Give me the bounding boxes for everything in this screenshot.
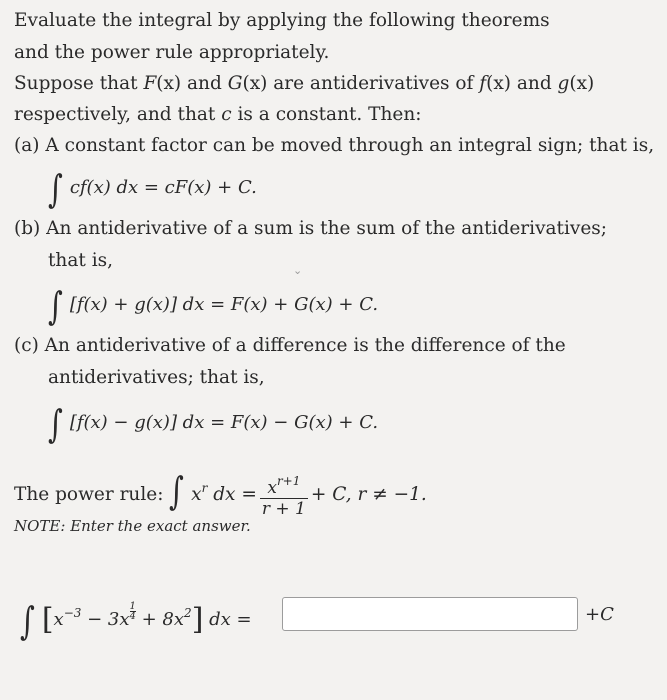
- exponent-fraction: $\frac{1}{4}$: [129, 601, 136, 622]
- intro-line-1: Evaluate the integral by applying the following theorems: [14, 10, 550, 31]
- cursor-caret-icon: ⌄: [293, 264, 303, 277]
- theorem-a-formula: ∫ cf(x) dx = cF(x) + C.: [48, 167, 257, 211]
- integral-sign-icon: ∫: [20, 599, 35, 643]
- note-text: NOTE: Enter the exact answer.: [14, 517, 251, 535]
- intro-line-4: respectively, and that c is a constant. Then:: [14, 104, 422, 125]
- integral-sign-icon: ∫: [48, 167, 63, 211]
- intro-line-3: Suppose that F(x) and G(x) are antiderivatives of f(x) and g(x): [14, 73, 595, 94]
- theorem-b-text-1: (b) An antiderivative of a sum is the sum of the antiderivatives;: [14, 218, 608, 239]
- integral-sign-icon: ∫: [169, 469, 185, 513]
- intro-line-2: and the power rule appropriately.: [14, 42, 330, 63]
- integral-sign-icon: ∫: [48, 284, 63, 328]
- power-rule-fraction: $\frac{x^{r+1}}{r + 1}$: [261, 474, 306, 519]
- theorem-c-formula: ∫ [f(x) − g(x)] dx = F(x) − G(x) + C.: [48, 402, 379, 446]
- theorem-b-text-2: that is,: [48, 250, 113, 271]
- right-bracket-icon: ]: [191, 602, 204, 637]
- theorem-c-text-2: antiderivatives; that is,: [48, 367, 265, 388]
- plus-c-label: +C: [585, 604, 614, 625]
- answer-input[interactable]: [282, 597, 578, 631]
- theorem-a-text: (a) A constant factor can be moved through an integral sign; that is,: [14, 135, 655, 156]
- theorem-b-formula: ∫ [f(x) + g(x)] dx = F(x) + G(x) + C.: [48, 284, 379, 328]
- power-rule: The power rule: ∫ $x^r$ dx = $\frac{x^{r+1}}{r + 1}$ + C, r ≠ −1.: [14, 469, 427, 519]
- left-bracket-icon: [: [41, 602, 54, 637]
- integral-sign-icon: ∫: [48, 402, 63, 446]
- problem-integral: ∫ [$x^{-3} - 3x$ $\frac{1}{4}$ + $8x^2$] dx =: [20, 599, 252, 643]
- theorem-c-text-1: (c) An antiderivative of a difference is the difference of the: [14, 335, 566, 356]
